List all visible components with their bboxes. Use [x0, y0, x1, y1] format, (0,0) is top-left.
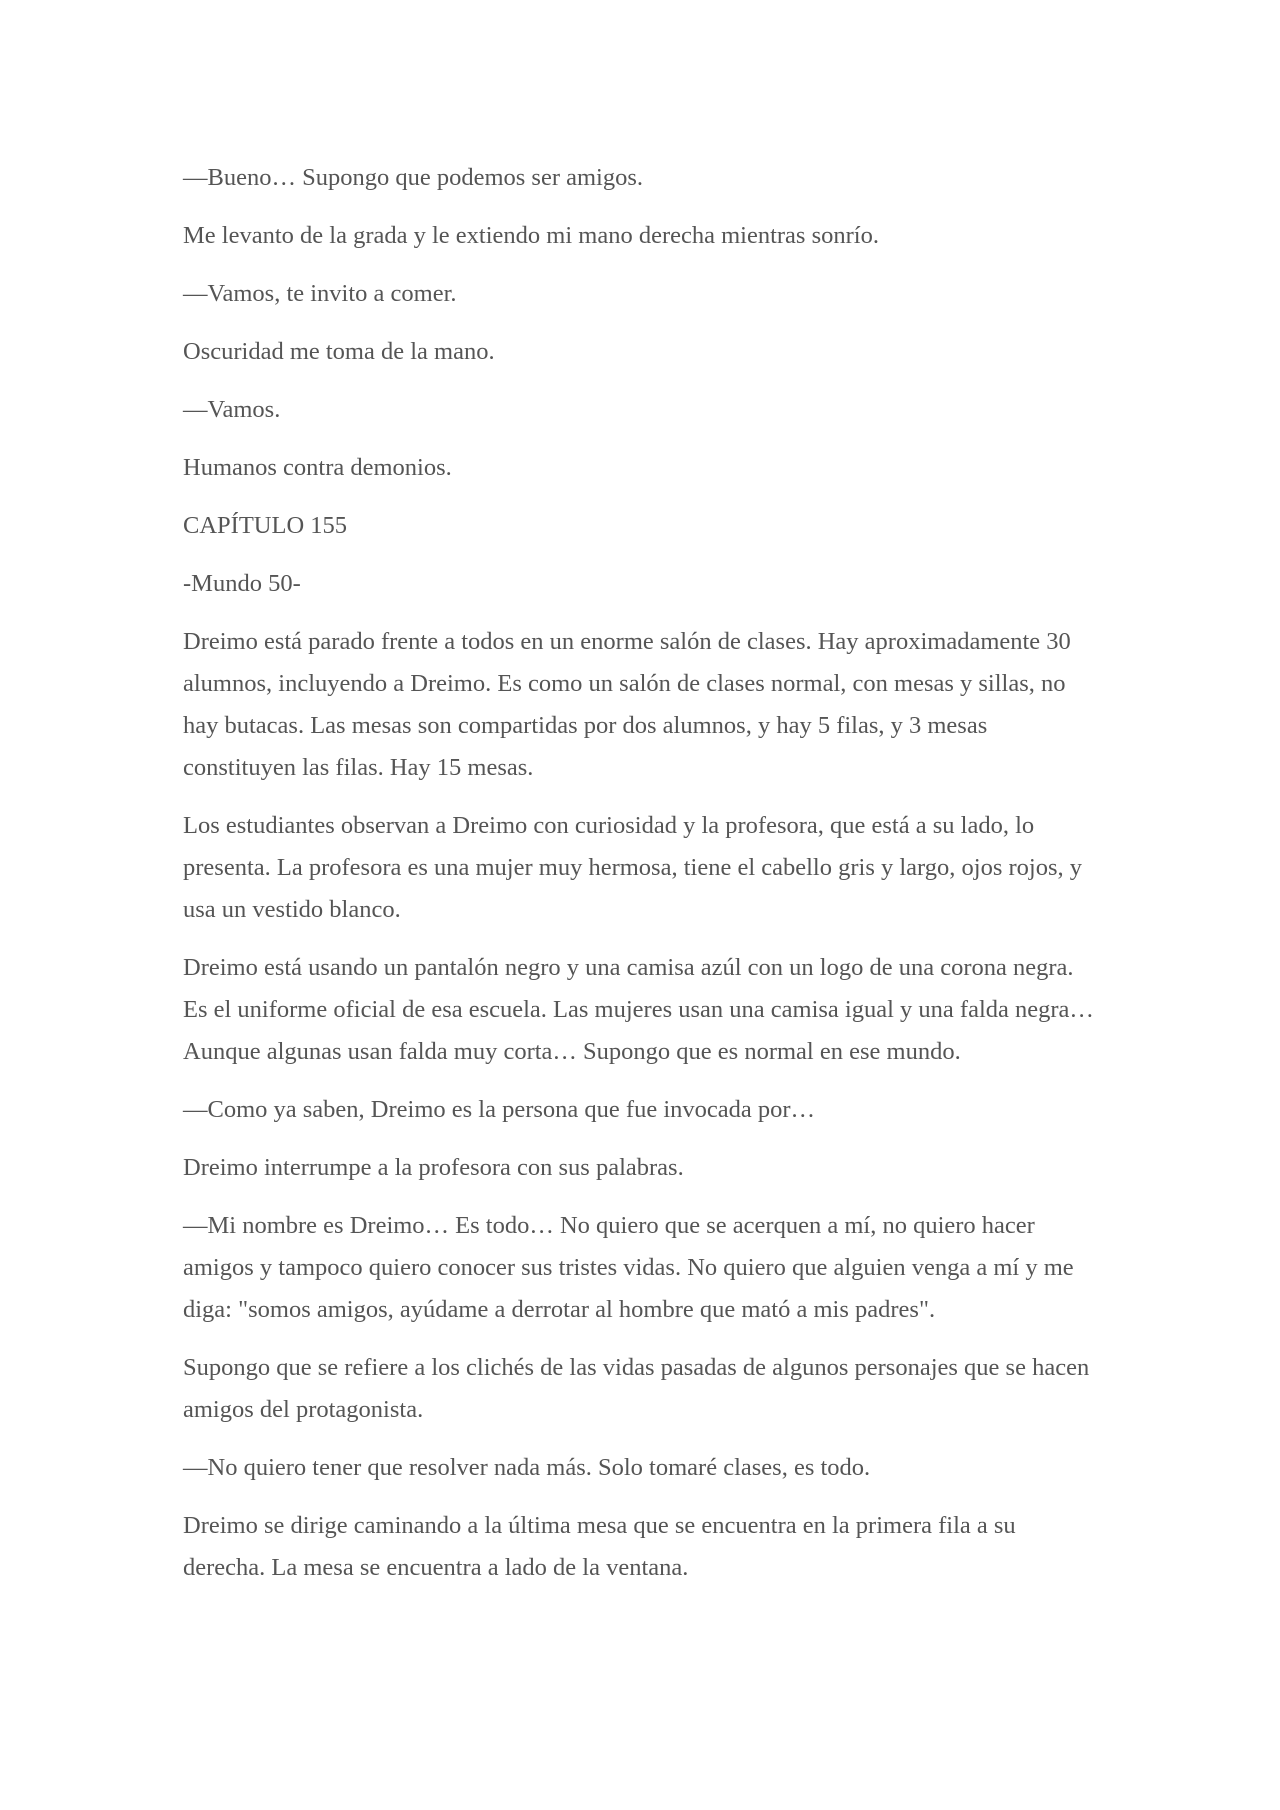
world-subheading: -Mundo 50-	[183, 570, 301, 597]
paragraph: —No quiero tener que resolver nada más. Solo tomaré clases, es todo.	[183, 1454, 871, 1481]
paragraph: Los estudiantes observan a Dreimo con curiosidad y la profesora, que está a su lado, lo presenta. La profesora es una mujer muy hermosa, tiene el cabello gris y largo, ojos rojos, y usa un vestido blanco.	[183, 812, 1082, 923]
paragraph: Dreimo interrumpe a la profesora con sus palabras.	[183, 1154, 684, 1181]
paragraph: Dreimo está usando un pantalón negro y una camisa azúl con un logo de una corona negra. Es el uniforme oficial de esa escuela. Las mujeres usan una camisa igual y una falda negra… Aunque algunas usan falda muy corta… Supongo que es normal en ese mundo.	[183, 954, 1094, 1065]
paragraph: Oscuridad me toma de la mano.	[183, 338, 495, 365]
paragraph: —Vamos, te invito a comer.	[183, 280, 457, 307]
paragraph: —Vamos.	[183, 396, 281, 423]
paragraph: Me levanto de la grada y le extiendo mi mano derecha mientras sonrío.	[183, 222, 879, 249]
paragraph: Humanos contra demonios.	[183, 454, 452, 481]
paragraph: —Como ya saben, Dreimo es la persona que fue invocada por…	[183, 1096, 816, 1123]
chapter-heading: CAPÍTULO 155	[183, 512, 348, 539]
paragraph: Supongo que se refiere a los clichés de las vidas pasadas de algunos personajes que se hacen amigos del protagonista.	[183, 1354, 1090, 1423]
paragraph: —Bueno… Supongo que podemos ser amigos.	[183, 164, 644, 191]
paragraph: Dreimo está parado frente a todos en un enorme salón de clases. Hay aproximadamente 30 alumnos, incluyendo a Dreimo. Es como un salón de clases normal, con mesas y sillas, no hay butacas. Las mesas son compartidas por dos alumnos, y hay 5 filas, y 3 mesas constituyen las filas. Hay 15 mesas.	[183, 628, 1071, 781]
paragraph: Dreimo se dirige caminando a la última mesa que se encuentra en la primera fila a su derecha. La mesa se encuentra a lado de la ventana.	[183, 1512, 1016, 1581]
document-body	[183, 157, 1098, 1605]
paragraph: —Mi nombre es Dreimo… Es todo… No quiero que se acerquen a mí, no quiero hacer amigos y tampoco quiero conocer sus tristes vidas. No quiero que alguien venga a mí y me diga: "somos amigos, ayúdame a derrotar al hombre que mató a mis padres".	[183, 1212, 1074, 1323]
